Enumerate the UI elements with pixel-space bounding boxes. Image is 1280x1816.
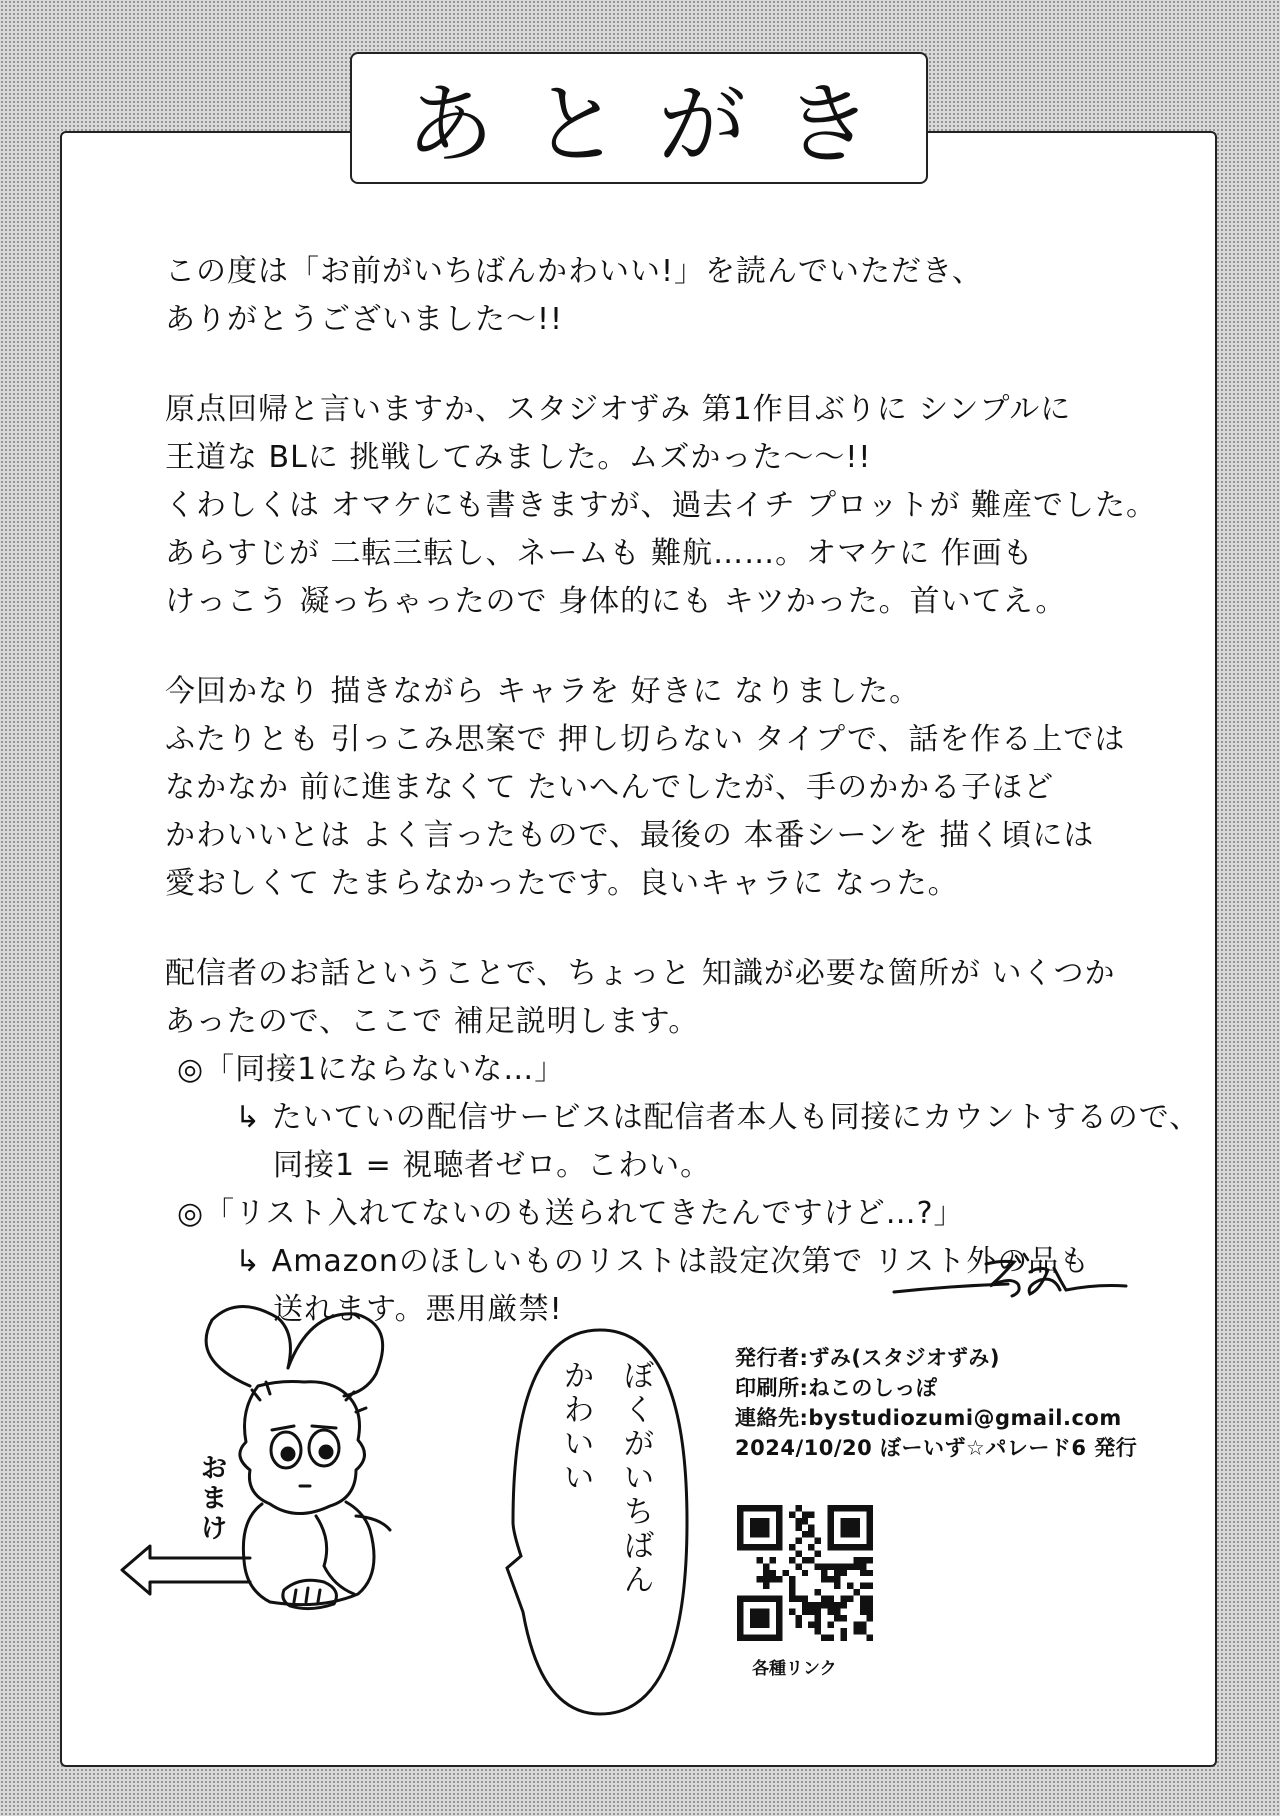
bubble-char: ち [624, 1495, 654, 1530]
note-quote: ◎「同接1にならないな…」 [177, 1052, 566, 1087]
bubble-char: ば [624, 1529, 654, 1564]
text-line: けっこう 凝っちゃったので 身体的にも キツかった。首いてえ。 [165, 584, 1067, 619]
bubble-char: わ [564, 1393, 594, 1428]
omake-label [196, 1454, 232, 1544]
bubble-char: ぼ [624, 1359, 654, 1394]
page-title: あとがき [405, 73, 910, 176]
note-explanation: ↳ Amazonのほしいものリストは設定次第で リスト外の品も [235, 1244, 1091, 1279]
text-line: この度は「お前がいちばんかわいい!」を読んでいただき、 [165, 254, 983, 289]
bubble-column [621, 1360, 657, 1598]
bubble-char: ん [624, 1563, 654, 1598]
mascot-illustration [120, 1290, 460, 1650]
contact-line: 連絡先:bystudiozumi@gmail.com [735, 1406, 1122, 1430]
bubble-char: い [624, 1461, 654, 1496]
omake-char: け [200, 1514, 227, 1544]
afterword-body [165, 248, 1201, 1376]
printer-line: 印刷所:ねこのしっぽ [735, 1376, 938, 1400]
text-line: 愛おしくて たまらなかったです。良いキャラに なった。 [165, 866, 959, 901]
text-line: 配信者のお話ということで、ちょっと 知識が必要な箇所が いくつか [165, 956, 1116, 991]
text-line: かわいいとは よく言ったもので、最後の 本番シーンを 描く頃には [165, 818, 1095, 853]
text-line: 王道な BLに 挑戦してみました。ムズかった〜〜!! [165, 440, 872, 475]
paragraph-characters [165, 668, 1125, 908]
colophon [735, 1343, 1155, 1463]
text-line: あったので、ここで 補足説明します。 [165, 1004, 700, 1039]
paragraph-thanks [165, 248, 1125, 344]
note-explanation: 送れます。悪用厳禁! [273, 1292, 563, 1327]
text-line: 今回かなり 描きながら キャラを 好きに なりました。 [165, 674, 921, 709]
qr-code-icon[interactable] [737, 1505, 873, 1641]
author-signature [890, 1246, 1130, 1310]
bubble-char: い [564, 1461, 594, 1496]
publisher-line: 発行者:ずみ(スタジオずみ) [735, 1346, 1000, 1370]
text-line: くわしくは オマケにも書きますが、過去イチ プロットが 難産でした。 [165, 488, 1158, 523]
text-line: ありがとうございました〜!! [165, 302, 564, 337]
title-box [350, 52, 928, 184]
note-explanation: ↳ たいていの配信サービスは配信者本人も同接にカウントするので、 [235, 1100, 1201, 1135]
bubble-column [561, 1360, 597, 1496]
note-explanation: 同接1 = 視聴者ゼロ。こわい。 [273, 1148, 712, 1183]
text-line: なかなか 前に進まなくて たいへんでしたが、手のかかる子ほど [165, 770, 1055, 805]
omake-char: お [200, 1454, 227, 1484]
text-line: ふたりとも 引っこみ思案で 押し切らない タイプで、話を作る上では [165, 722, 1126, 757]
bubble-char: か [564, 1359, 594, 1394]
text-line: あらすじが 二転三転し、ネームも 難航……。オマケに 作画も [165, 536, 1034, 571]
bubble-char: が [624, 1427, 654, 1462]
omake-char: ま [200, 1484, 227, 1514]
bubble-char: い [564, 1427, 594, 1462]
bubble-char: く [624, 1393, 654, 1428]
note-quote: ◎「リスト入れてないのも送られてきたんですけど…?」 [177, 1196, 965, 1231]
paragraph-production [165, 386, 1158, 626]
release-line: 2024/10/20 ぼーいず☆パレード6 発行 [735, 1436, 1138, 1460]
text-line: 原点回帰と言いますか、スタジオずみ 第1作目ぶりに シンプルに [165, 392, 1072, 427]
speech-bubble-text [525, 1360, 675, 1690]
qr-caption: 各種リンク [752, 1659, 837, 1679]
